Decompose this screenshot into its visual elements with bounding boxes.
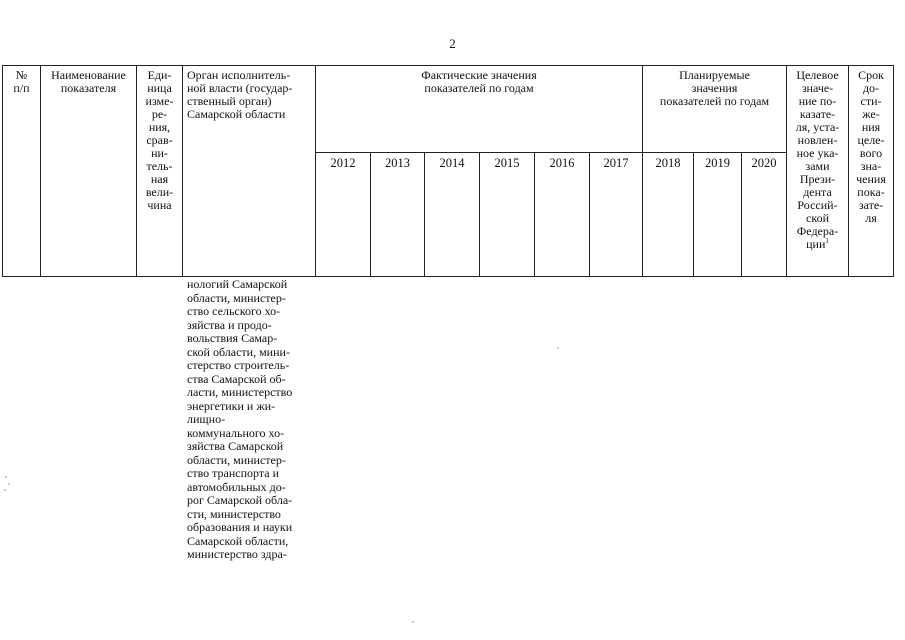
- scan-speck: [5, 476, 7, 478]
- text-line: Орган исполнитель-: [187, 68, 291, 82]
- planned-values-group-header-lines: [645, 69, 784, 108]
- footnote-marker: 1: [825, 237, 829, 245]
- text-line: ной власти (государ-: [187, 81, 293, 95]
- text-line: Россий-: [797, 198, 838, 212]
- page-number: 2: [449, 36, 456, 51]
- text-line: ство сельского хо-: [187, 304, 281, 318]
- text-line: зате-: [858, 198, 884, 212]
- text-line: области, министер-: [187, 452, 286, 467]
- text-line: казате-: [799, 107, 836, 121]
- text-line: срав-: [146, 133, 173, 147]
- text-line: Федера-: [796, 224, 839, 238]
- text-line: Самарской области: [187, 107, 286, 121]
- text-line: п/п: [13, 81, 30, 95]
- text-line: зна-: [860, 159, 882, 173]
- text-line: дента: [803, 185, 832, 199]
- text-line: же-: [862, 107, 880, 121]
- executive-body-continuation-text: [187, 278, 311, 562]
- actual-values-group-header-lines: [318, 69, 640, 95]
- text-line: №: [15, 68, 28, 82]
- text-line: ской: [806, 211, 829, 225]
- actual-values-group-header: [316, 66, 643, 153]
- text-line: образования и науки: [187, 520, 293, 534]
- text-line: лищно-: [187, 412, 226, 426]
- column-executive-body-header-lines: [187, 69, 313, 121]
- text-line: ния: [861, 120, 881, 134]
- scan-speck: [4, 489, 6, 491]
- text-line: сти, министерство: [187, 506, 281, 521]
- year-header: 2020: [742, 153, 787, 277]
- year-header: 2018: [643, 153, 694, 277]
- text-line: Срок: [858, 68, 884, 82]
- column-indicator-name-header-lines: [43, 69, 134, 95]
- text-line: ни-: [151, 146, 168, 160]
- text-line: Прези-: [799, 172, 836, 186]
- column-deadline-header: [849, 66, 894, 277]
- text-line: пока-: [857, 185, 885, 199]
- text-line: новлен-: [797, 133, 838, 147]
- text-line: вольствия Самар-: [187, 331, 278, 345]
- column-executive-body-header: [183, 66, 316, 277]
- text-line: рог Самарской обла-: [187, 493, 293, 507]
- text-line: показателей по годам: [424, 81, 534, 95]
- text-line: Самарской области,: [187, 533, 289, 548]
- text-line: ственный орган): [187, 94, 272, 108]
- text-line: Фактические значения: [421, 68, 537, 82]
- text-line: показателя: [60, 81, 117, 95]
- text-line: тель-: [146, 159, 173, 173]
- text-line: зами: [805, 159, 830, 173]
- text-line: Планируемые: [679, 68, 750, 82]
- year-header: 2017: [590, 153, 643, 277]
- text-line: Целевое: [796, 68, 839, 82]
- indicators-table-header: [2, 65, 894, 277]
- text-line: ля: [865, 211, 877, 225]
- text-line: чина: [147, 198, 172, 212]
- text-line: ное ука-: [796, 146, 839, 160]
- text-line: зяйства и продо-: [187, 317, 272, 332]
- text-line: целе-: [857, 133, 885, 147]
- text-line: зяйства Самарской: [187, 439, 284, 453]
- text-line: Еди-: [147, 68, 172, 82]
- text-line: ная: [150, 172, 169, 186]
- column-indicator-name-header: [41, 66, 137, 277]
- year-header: 2016: [535, 153, 590, 277]
- target-last-word: ции: [806, 237, 826, 251]
- text-line: ласти, министерство: [187, 385, 293, 399]
- column-deadline-header-lines: [851, 69, 891, 225]
- text-line: изме-: [145, 94, 174, 108]
- planned-values-group-header: [643, 66, 787, 153]
- column-target-value-header-lines: [789, 69, 846, 238]
- column-target-value-header-last-line: [789, 238, 846, 251]
- text-line: автомобильных до-: [187, 479, 286, 494]
- text-line: ля, уста-: [795, 120, 840, 134]
- year-header: 2013: [371, 153, 425, 277]
- scan-speck: [557, 347, 559, 349]
- text-line: коммунального хо-: [187, 425, 285, 440]
- year-header: 2019: [694, 153, 742, 277]
- text-line: ства Самарской об-: [187, 371, 286, 386]
- column-unit-header-lines: [139, 69, 180, 212]
- text-line: показателей по годам: [659, 94, 770, 108]
- text-line: ство транспорта и: [187, 466, 280, 480]
- text-line: стерство строитель-: [187, 358, 290, 372]
- text-line: Наименование: [51, 68, 126, 82]
- text-line: до-: [862, 81, 880, 95]
- column-number-header-lines: [5, 69, 38, 95]
- column-number-header: [3, 66, 41, 277]
- year-header: 2015: [480, 153, 535, 277]
- text-line: ние по-: [798, 94, 837, 108]
- text-line: ница: [147, 81, 172, 95]
- text-line: министерство здра-: [187, 547, 287, 561]
- text-line: значе-: [801, 81, 834, 95]
- year-header: 2012: [316, 153, 371, 277]
- text-line: нологий Самарской: [187, 277, 288, 291]
- text-line: чения: [856, 172, 886, 186]
- text-line: вого: [859, 146, 883, 160]
- text-line: сти-: [860, 94, 882, 108]
- text-line: значения: [691, 81, 738, 95]
- text-line: ре-: [151, 107, 168, 121]
- text-line: энергетики и жи-: [187, 398, 276, 413]
- year-header: 2014: [425, 153, 480, 277]
- text-line: ской области, мини-: [187, 344, 290, 359]
- column-unit-header: [137, 66, 183, 277]
- text-line: ния,: [148, 120, 171, 134]
- column-target-value-header: [787, 66, 849, 277]
- scan-speck: [8, 483, 10, 485]
- text-line: вели-: [145, 185, 174, 199]
- scan-speck: [412, 621, 414, 623]
- text-line: области, министер-: [187, 290, 286, 305]
